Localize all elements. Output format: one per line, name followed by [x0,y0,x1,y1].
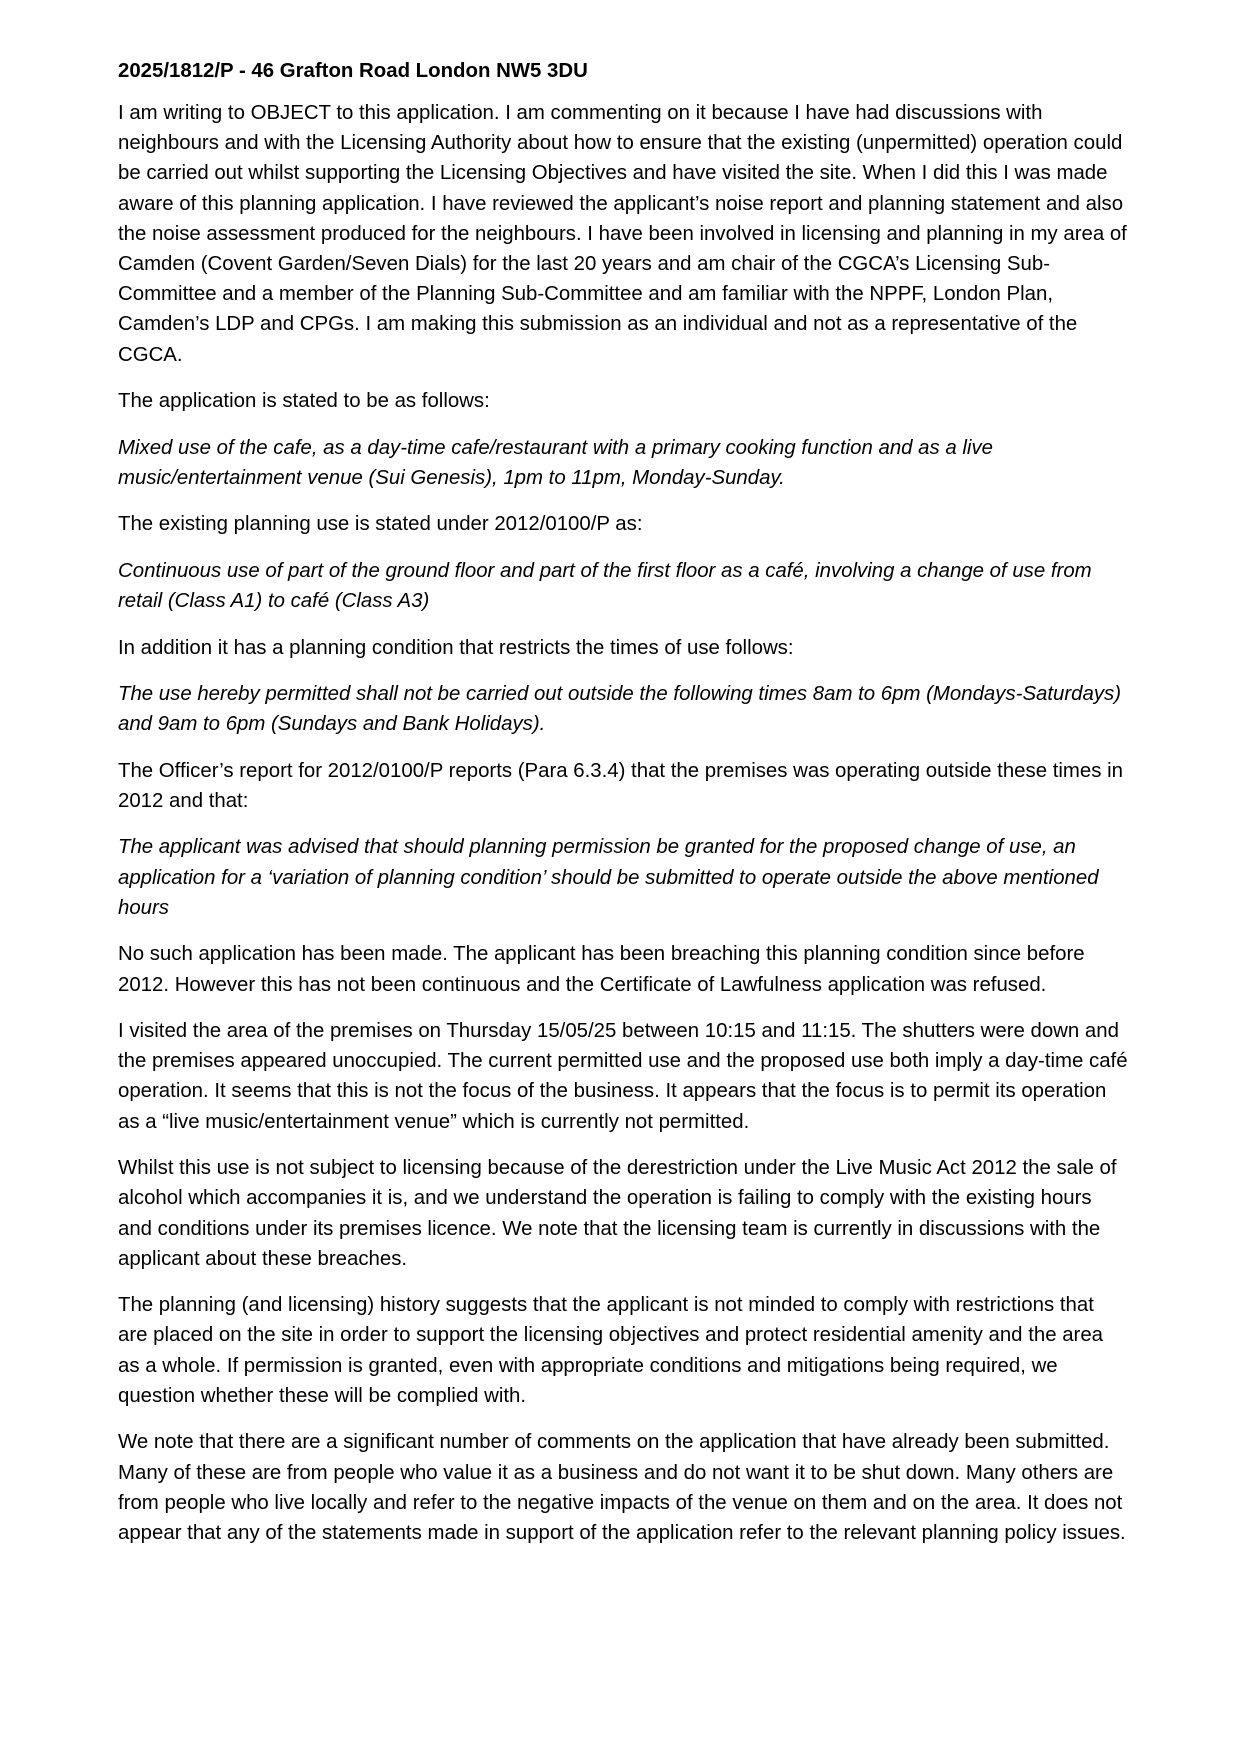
quote-application-description: Mixed use of the cafe, as a day-time cafe/restaurant with a primary cooking function and as a live music/entertainment venue (Sui Genesis), 1pm to 11pm, Monday-Sunday. [118,436,993,489]
quote-existing-use: Continuous use of part of the ground floor and part of the first floor as a café, involving a change of use from retail (Class A1) to café (Class A3) [118,559,1092,613]
paragraph-objection-intro: I am writing to OBJECT to this application. I am commenting on it because I have had discussions with neighbours and with the Licensing Authority about how to ensure that the existing (unpermitted) operation could be carried out whilst supporting the Licensing Objectives and have visited the site. When I did this I was made aware of this planning application. I have reviewed the applicant’s noise report and planning statement and also the noise assessment produced for the neighbours. I have been involved in licensing and planning in my area of Camden (Covent Garden/Seven Dials) for the last 20 years and am chair of the CGCA’s Licensing Sub-Committee and a member of the Planning Sub-Committee and am familiar with the NPPF, London Plan, Camden’s LDP and CPGs. I am making this submission as an individual and not as a representative of the CGCA. [118,102,1127,366]
paragraph-application-statement: The application is stated to be as follows: [118,390,490,413]
paragraph-site-visit: I visited the area of the premises on Thursday 15/05/25 between 10:15 and 11:15. The shutters were down and the premises appeared unoccupied. The current permitted use and the proposed use both imply a day-time café operation. It seems that this is not the focus of the business. It appears that the focus is to permit its operation as a “live music/entertainment venue” which is currently not permitted. [118,1020,1128,1133]
paragraph-licensing: Whilst this use is not subject to licensing because of the derestriction under the Live Music Act 2012 the sale of alcohol which accompanies it is, and we understand the operation is failing to comply with the existing hours and conditions under its premises licence. We note that the licensing team is currently in discussions with the applicant about these breaches. [118,1157,1117,1270]
quote-officer-report: The applicant was advised that should planning permission be granted for the proposed change of use, an application for a ‘variation of planning condition’ should be submitted to operate outside the above mentioned hours [118,836,1099,919]
paragraph-comments: We note that there are a significant number of comments on the application that have already been submitted. Many of these are from people who value it as a business and do not want it to be shut down. Many others are from people who live locally and refer to the negative impacts of the venue on them and on the area. It does not appear that any of the statements made in support of the application refer to the relevant planning policy issues. [118,1431,1126,1544]
paragraph-existing-use: The existing planning use is stated under 2012/0100/P as: [118,513,643,536]
paragraph-officer-report: The Officer’s report for 2012/0100/P reports (Para 6.3.4) that the premises was operating outside these times in 2012 and that: [118,759,1123,812]
quote-planning-condition: The use hereby permitted shall not be carried out outside the following times 8am to 6pm (Mondays-Saturdays) and 9am to 6pm (Sundays and Bank Holidays). [118,683,1122,736]
document-page [118,56,1128,1564]
paragraph-planning-condition: In addition it has a planning condition that restricts the times of use follows: [118,636,794,659]
document-heading: 2025/1812/P - 46 Grafton Road London NW5 3DU [118,60,588,82]
paragraph-planning-history: The planning (and licensing) history suggests that the applicant is not minded to comply with restrictions that are placed on the site in order to support the licensing objectives and protect residential amenity and the area as a whole. If permission is granted, even with appropriate conditions and mitigations being required, we question whether these will be complied with. [118,1294,1104,1407]
paragraph-no-application: No such application has been made. The applicant has been breaching this planning condition since before 2012. However this has not been continuous and the Certificate of Lawfulness application was refused. [118,943,1085,996]
